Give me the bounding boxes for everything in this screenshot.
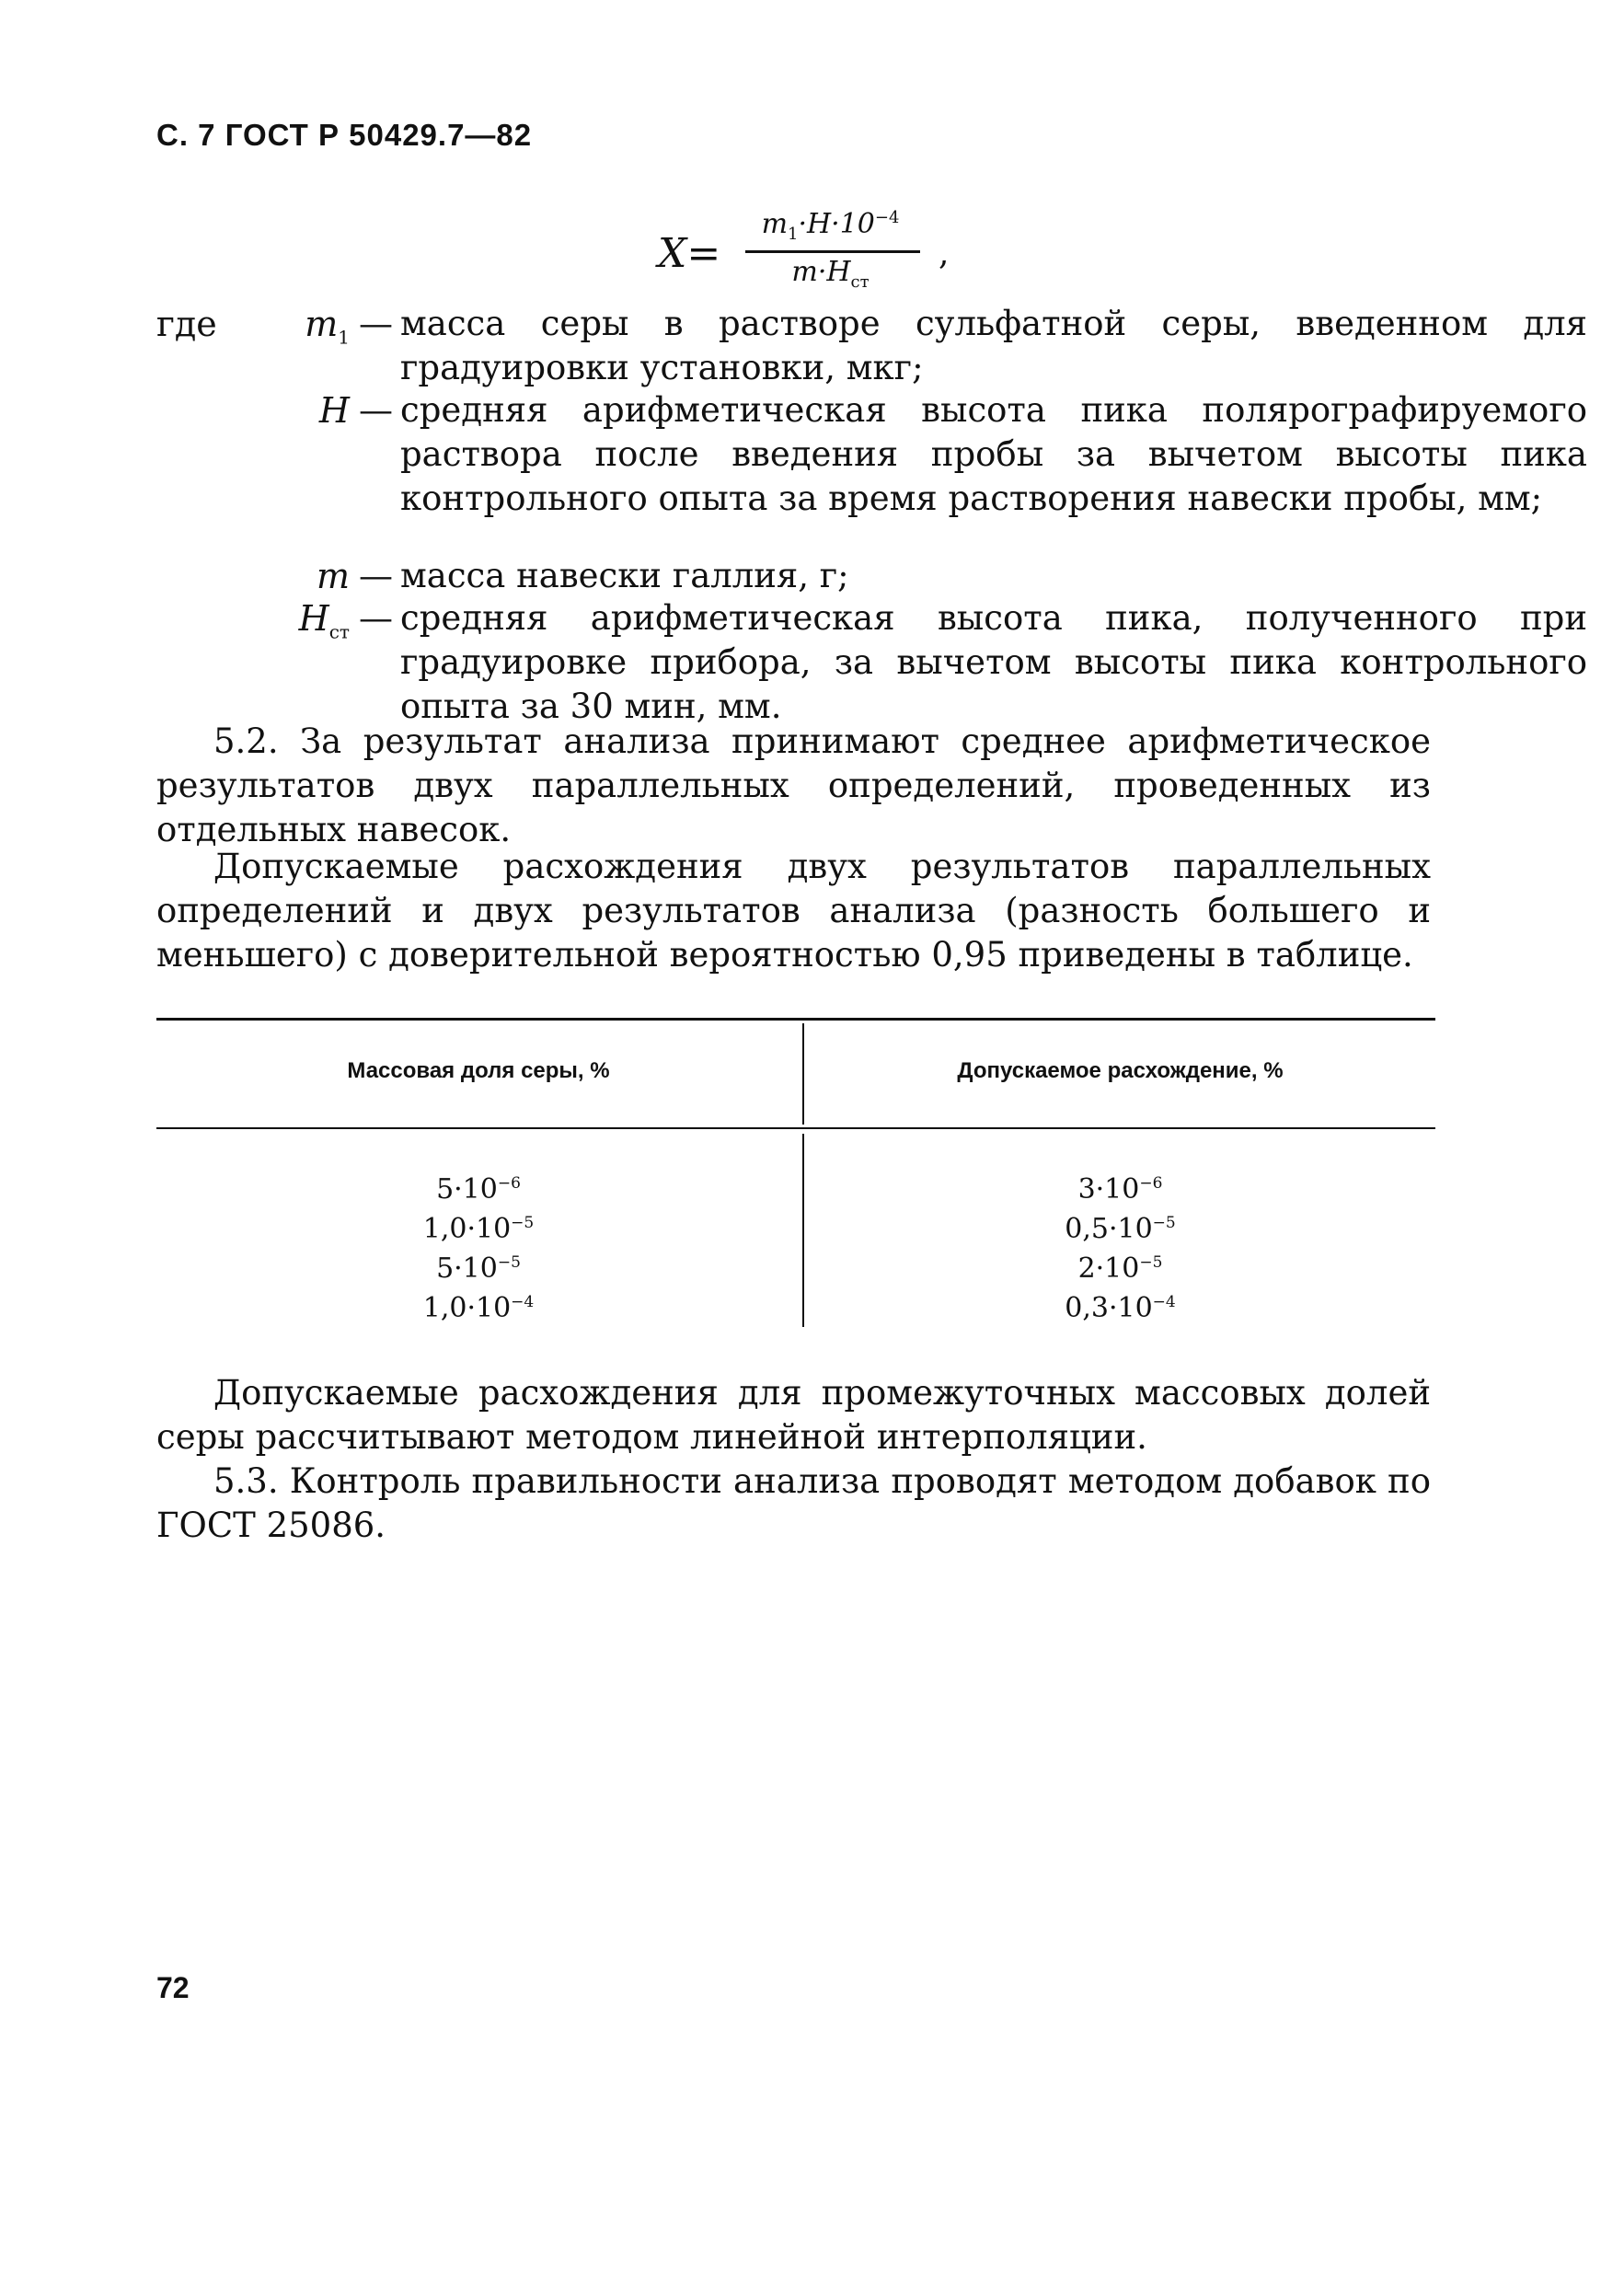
formula <box>658 202 1008 304</box>
denominator-main: m·H <box>791 256 851 288</box>
formula-denominator <box>745 256 916 292</box>
symbol-sub: 1 <box>338 326 350 349</box>
numerator-m: m <box>761 208 789 240</box>
legend-text: средняя арифметическая высота пика полярографируемого раствора после введения пробы за вычетом высоты пика контрольного опыта за время растворения навески пробы, мм; <box>400 390 1587 518</box>
table-header-mass-fraction: Массовая доля серы, % <box>347 1058 610 1083</box>
table-header-rule <box>156 1127 1435 1129</box>
numerator-exp: −4 <box>874 208 900 227</box>
table-cell: $3\cdot 10^{-6}$ <box>1077 1173 1163 1206</box>
fraction-bar <box>745 250 920 253</box>
page-number: 72 <box>156 1971 190 2004</box>
denominator-sub: ст <box>850 272 870 292</box>
legend-text: средняя арифметическая высота пика, полученного при градуировке прибора, за вычетом высоты пика контрольного опыта за 30 мин, мм. <box>400 598 1587 726</box>
formula-comma: , <box>939 235 950 272</box>
legend-dash: — <box>359 598 393 638</box>
legend-text: масса серы в растворе сульфатной серы, введенном для градуировки установки, мкг; <box>400 304 1587 387</box>
legend-dash: — <box>359 390 393 430</box>
numerator-rest: ·H·10 <box>798 208 875 240</box>
legend-lead: где <box>156 304 217 344</box>
table-top-rule <box>156 1018 1435 1021</box>
numerator-m-sub: 1 <box>788 225 799 244</box>
paragraph-5-3: 5.3. Контроль правильности анализа проводят методом добавок по ГОСТ 25086. <box>156 1461 1431 1545</box>
symbol-main: m <box>316 556 350 596</box>
table-header-divider <box>802 1023 804 1125</box>
page-header: С. 7 ГОСТ Р 50429.7—82 <box>156 118 533 152</box>
table-cell: $1,0\cdot 10^{-4}$ <box>422 1292 535 1324</box>
paragraph-interpolation: Допускаемые расхождения для промежуточных массовых долей серы рассчитывают методом линейной интерполяции. <box>156 1373 1431 1457</box>
table-column-tolerance <box>805 1167 1435 1325</box>
formula-lhs: X= <box>658 230 721 277</box>
symbol-sub: ст <box>328 620 350 643</box>
table-cell: $0,3\cdot 10^{-4}$ <box>1065 1292 1176 1324</box>
legend-dash: — <box>359 304 393 343</box>
formula-numerator <box>745 208 916 244</box>
legend-symbol <box>212 302 350 360</box>
table-cell: $1,0\cdot 10^{-5}$ <box>422 1213 535 1245</box>
table-column-mass-fraction <box>156 1167 800 1325</box>
table-body-divider <box>802 1134 804 1327</box>
legend-symbol <box>212 554 350 598</box>
table-cell: $2\cdot 10^{-5}$ <box>1077 1252 1163 1285</box>
symbol-main: H <box>318 390 350 431</box>
table-header-tolerance: Допускаемое расхождение, % <box>957 1058 1284 1083</box>
legend-symbol <box>212 596 350 654</box>
paragraph-allowed: Допускаемые расхождения двух результатов параллельных определений и двух результатов анализа (разность большего и меньшего) с доверительной вероятностью 0,95 приведены в таблице. <box>156 847 1431 975</box>
legend-dash: — <box>359 556 393 595</box>
paragraph-5-2: 5.2. За результат анализа принимают среднее арифметическое результатов двух параллельных определений, проведенных из отдельных навесок. <box>156 721 1431 849</box>
legend-symbol <box>212 388 350 433</box>
symbol-main: m <box>305 304 339 344</box>
table-cell: $0,5\cdot 10^{-5}$ <box>1065 1213 1176 1245</box>
symbol-main: H <box>298 598 329 639</box>
legend-text: масса навески галлия, г; <box>400 556 849 595</box>
table-cell: $5\cdot 10^{-6}$ <box>436 1173 521 1206</box>
table-cell: $5\cdot 10^{-5}$ <box>436 1252 521 1285</box>
